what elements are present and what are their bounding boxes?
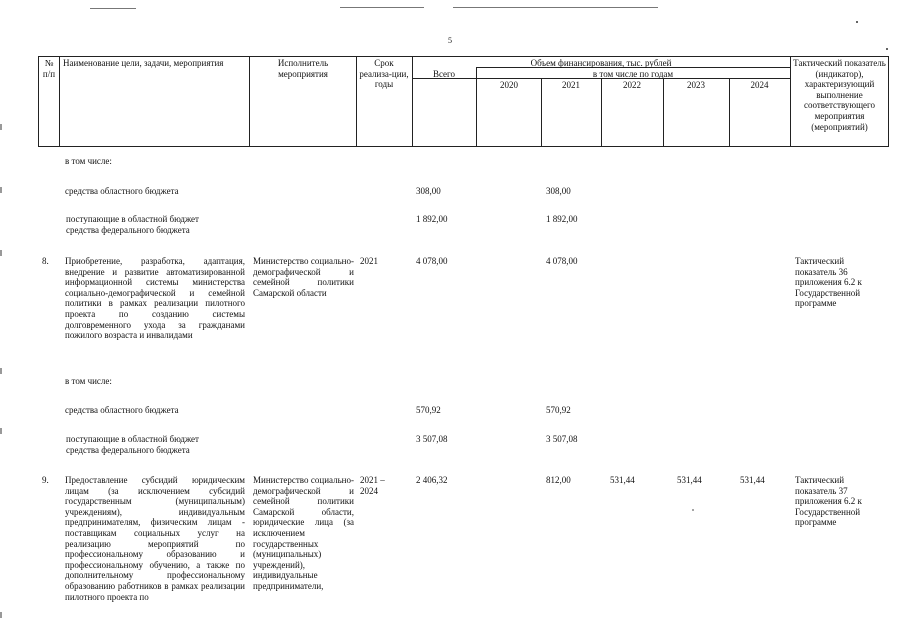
item-8-term: 2021: [360, 256, 378, 266]
col-header-year-2024: 2024: [750, 80, 769, 90]
scan-artifact-mark: [0, 612, 2, 618]
scan-artifact-mark: [0, 124, 2, 130]
item-8-regional-budget-label: средства областного бюджета: [65, 405, 179, 415]
item-9-2022: 531,44: [610, 475, 635, 485]
scan-artifact-line: [340, 7, 424, 8]
item-9-indicator: Тактический показатель 37 приложения 6.2 к Государственной программе: [795, 475, 862, 528]
item-9-2023: 531,44: [677, 475, 702, 485]
row-regional-budget-total: 308,00: [416, 186, 441, 196]
col-header-year-2021: 2021: [562, 80, 580, 90]
item-9-2024: 531,44: [740, 475, 765, 485]
item-8-executor: Министерство социально-демографической и семейной политики Самарской области: [253, 256, 354, 298]
scan-artifact-mark: [0, 187, 2, 193]
item-9-name: Предоставление субсидий юридическим лицам (за исключением субсидий государственным (муниципальным) учреждениям), индивидуальным предпринимателям, физическим лицам - поставщикам социальных услуг на реализацию мероприятий по профессиональному образованию и профессиональному обучению, а также по дополнительному профессиональному образованию работников в рамках реализации пилотного проекта по: [65, 475, 245, 602]
row-regional-budget-2021: 308,00: [546, 186, 571, 196]
scan-artifact-mark: [0, 250, 2, 256]
col-header-year-2022: 2022: [623, 80, 641, 90]
item-9-number: 9.: [42, 475, 49, 485]
col-header-by-years: в том числе по годам: [592, 69, 674, 79]
item-9-term: 2021 – 2024: [360, 475, 385, 496]
scan-artifact-dot: [692, 509, 694, 511]
col-header-name: Наименование цели, задачи, мероприятия: [63, 58, 224, 68]
scan-artifact-line: [90, 8, 136, 9]
scan-artifact-line: [453, 7, 658, 8]
item-8-federal-budget-label: поступающие в областной бюджет средства федерального бюджета: [66, 434, 199, 455]
col-header-term: Срок реализа-ции, годы: [359, 58, 409, 90]
item-9-executor: Министерство социально-демографической и семейной политики Самарской области, юридические лица (за исключением государственных (муниципальных) учреждений), индивидуальные предприниматели,: [253, 475, 354, 591]
row-federal-budget-total: 1 892,00: [416, 214, 448, 224]
col-header-executor: Исполнитель мероприятия: [277, 58, 329, 79]
scan-artifact-dot: [886, 48, 888, 50]
item-8-name: Приобретение, разработка, адаптация, внедрение и развитие автоматизированной информационной системы министерства социально-демографической и семейной политики в рамках реализации пилотного проекта по созданию системы долговременного ухода за гражданами пожилого возраста и инвалидами: [65, 256, 245, 341]
col-header-year-2020: 2020: [500, 80, 518, 90]
row-regional-budget-label: средства областного бюджета: [65, 186, 179, 196]
item-8-federal-budget-total: 3 507,08: [416, 434, 448, 444]
item-8-total: 4 078,00: [416, 256, 448, 266]
scan-artifact-mark: [0, 368, 2, 374]
item-9-2021: 812,00: [546, 475, 571, 485]
item-8-indicator: Тактический показатель 36 приложения 6.2 к Государственной программе: [795, 256, 862, 309]
col-header-year-2023: 2023: [687, 80, 705, 90]
item-8-subtotal-label: в том числе:: [65, 376, 112, 386]
col-header-funding: Объем финансирования, тыс. рублей: [530, 58, 672, 68]
col-header-total: Всего: [432, 69, 456, 79]
page-number: 5: [448, 36, 452, 45]
row-federal-budget-2021: 1 892,00: [546, 214, 578, 224]
col-header-indicator: Тактический показатель (индикатор), характеризующий выполнение соответствующего мероприятия (мероприятий): [793, 58, 886, 132]
item-8-2021: 4 078,00: [546, 256, 578, 266]
row-federal-budget-label: поступающие в областной бюджет средства федерального бюджета: [66, 214, 199, 235]
item-8-number: 8.: [42, 256, 49, 266]
item-8-regional-budget-2021: 570,92: [546, 405, 571, 415]
scan-artifact-mark: [0, 428, 2, 434]
row-subtotal-label: в том числе:: [65, 156, 112, 166]
item-8-federal-budget-2021: 3 507,08: [546, 434, 578, 444]
item-8-regional-budget-total: 570,92: [416, 405, 441, 415]
col-header-number: № п/п: [42, 58, 56, 79]
item-9-total: 2 406,32: [416, 475, 448, 485]
scan-artifact-dot: [856, 21, 858, 23]
